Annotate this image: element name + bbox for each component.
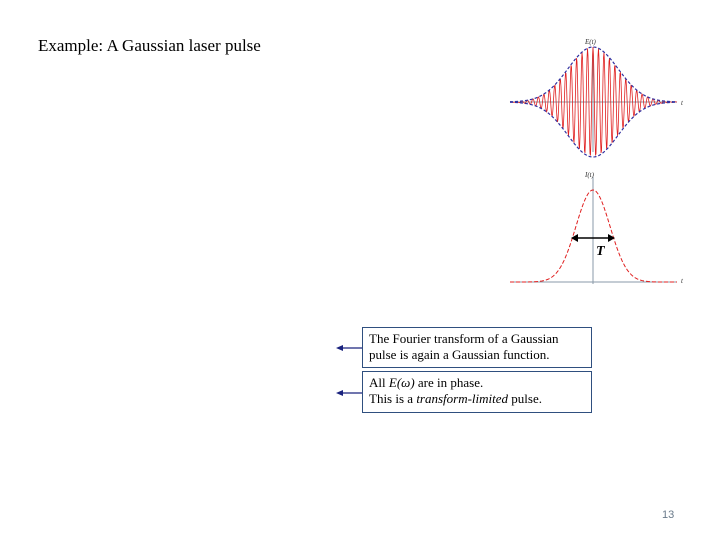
top-y-label: E(t) [585, 38, 596, 46]
callout-box-phase [362, 371, 592, 413]
page-number: 13 [662, 509, 675, 521]
callout-box-fourier [362, 327, 592, 368]
callout-1-line-1: The Fourier transform of a Gaussian [369, 331, 559, 346]
pulse-width-arrowhead-right [608, 234, 615, 242]
callout-arrowhead-1 [336, 345, 343, 351]
callout-2-line-1: All E(ω) are in phase. [369, 375, 484, 390]
e-omega-symbol: E(ω) [388, 375, 415, 390]
pulse-width-label: T [596, 244, 605, 259]
gaussian-pulse-figure [505, 32, 695, 292]
pulse-width-arrowhead-left [571, 234, 578, 242]
callout-arrowhead-2 [336, 390, 343, 396]
top-x-label: t [681, 99, 683, 107]
callout-2-line-2: This is a transform-limited pulse. [369, 391, 542, 406]
bottom-y-label: I(t) [585, 171, 594, 179]
transform-limited-term: transform-limited [416, 391, 509, 406]
bottom-x-label: t [681, 277, 683, 285]
slide-title: Example: A Gaussian laser pulse [38, 36, 261, 55]
callout-1-line-2: pulse is again a Gaussian function. [369, 347, 550, 362]
